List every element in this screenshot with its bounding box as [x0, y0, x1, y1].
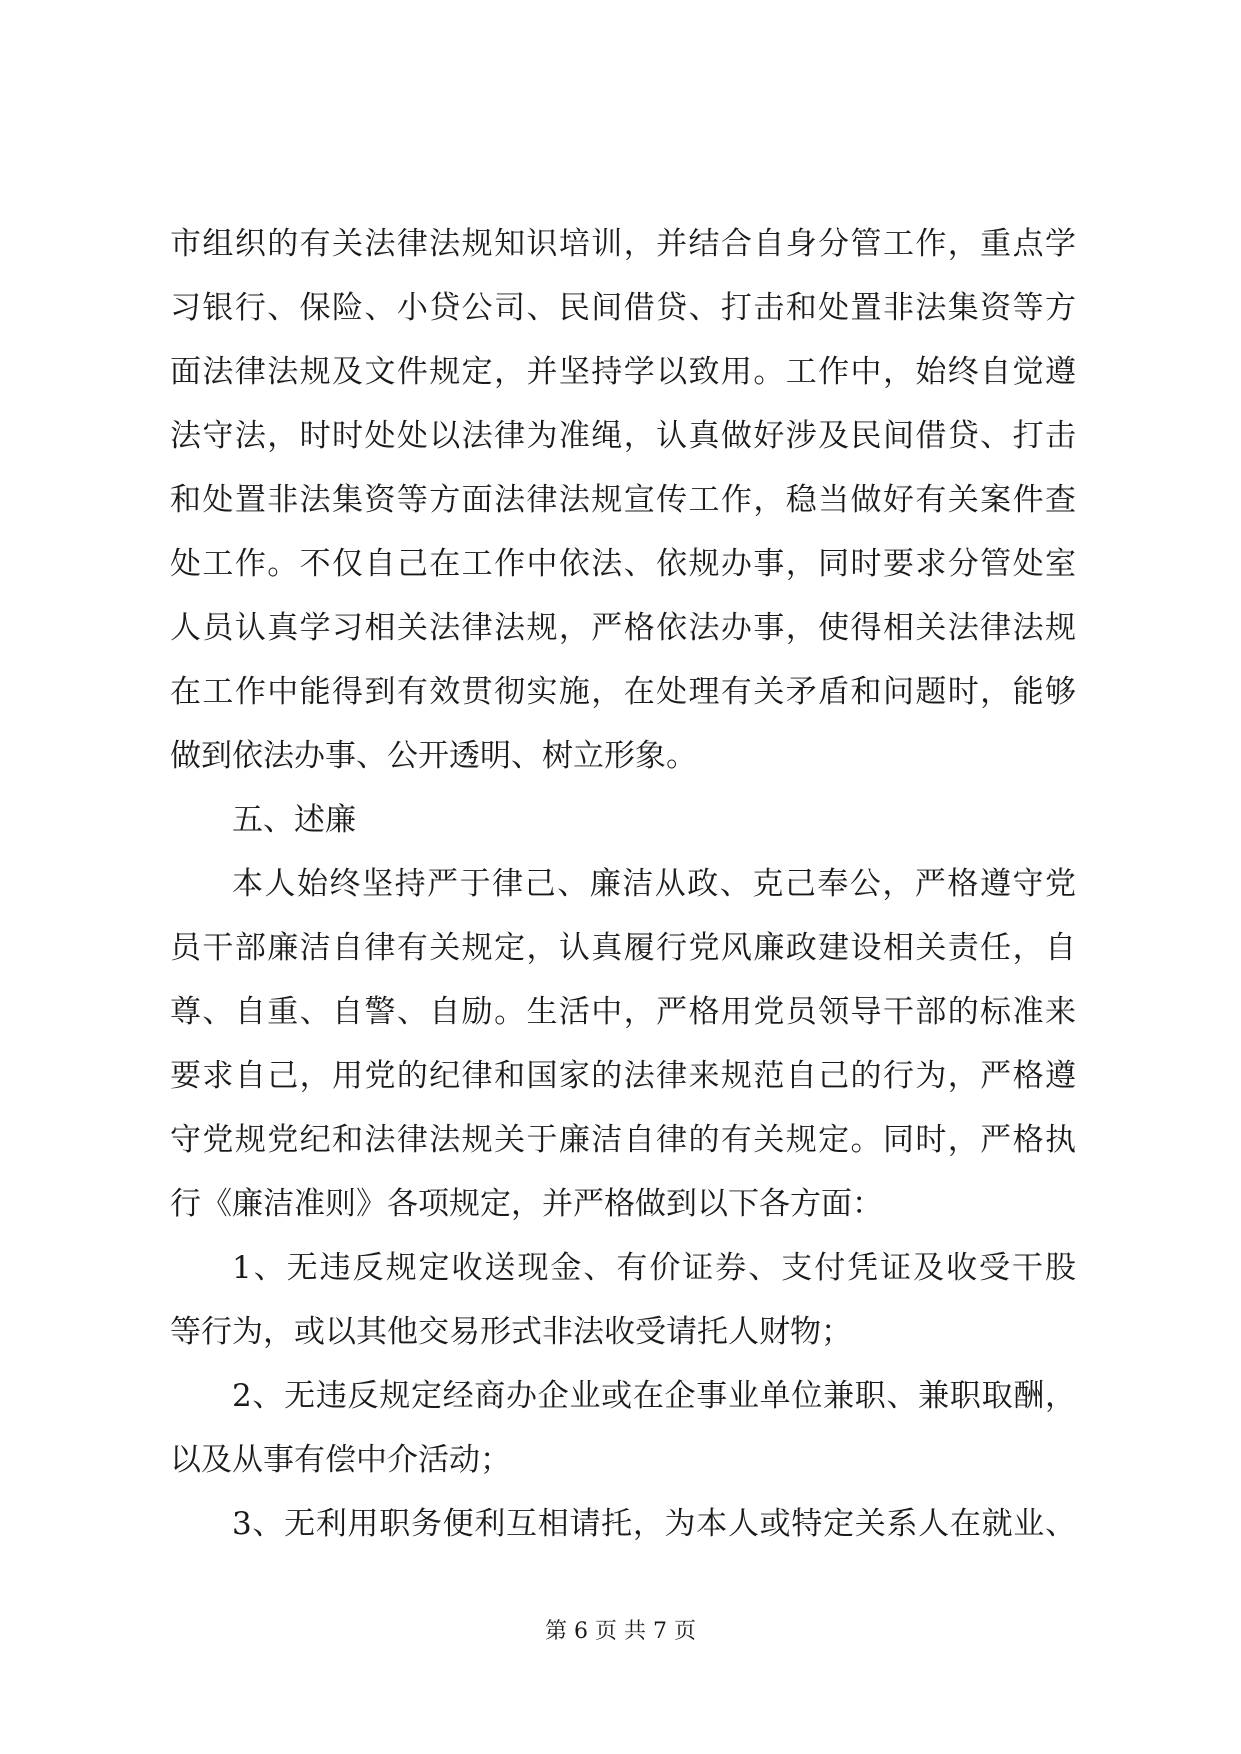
- text-line: 习银行、保险、小贷公司、民间借贷、打击和处置非法集资等方: [170, 290, 1076, 326]
- text-line: 本人始终坚持严于律己、廉洁从政、克己奉公，严格遵守党: [232, 866, 1076, 902]
- list-item-line: 等行为，或以其他交易形式非法收受请托人财物；: [170, 1314, 852, 1350]
- text-line: 员干部廉洁自律有关规定，认真履行党风廉政建设相关责任，自: [170, 930, 1076, 966]
- text-line: 做到依法办事、公开透明、树立形象。: [170, 738, 697, 774]
- text-line: 行《廉洁准则》各项规定，并严格做到以下各方面：: [170, 1186, 883, 1222]
- text-line: 面法律法规及文件规定，并坚持学以致用。工作中，始终自觉遵: [170, 354, 1076, 390]
- text-line: 尊、自重、自警、自励。生活中，严格用党员领导干部的标准来: [170, 994, 1076, 1030]
- text-line: 处工作。不仅自己在工作中依法、依规办事，同时要求分管处室: [170, 546, 1076, 582]
- list-item-line: 1、无违反规定收送现金、有价证券、支付凭证及收受干股: [232, 1250, 1076, 1286]
- text-line: 守党规党纪和法律法规关于廉洁自律的有关规定。同时，严格执: [170, 1122, 1076, 1158]
- text-line: 人员认真学习相关法律法规，严格依法办事，使得相关法律法规: [170, 610, 1076, 646]
- section-heading: 五、述廉: [232, 802, 356, 838]
- text-line: 在工作中能得到有效贯彻实施，在处理有关矛盾和问题时，能够: [170, 674, 1076, 710]
- list-item-line: 以及从事有偿中介活动；: [170, 1442, 511, 1478]
- page-footer: 第 6 页 共 7 页: [545, 1619, 696, 1644]
- text-line: 市组织的有关法律法规知识培训，并结合自身分管工作，重点学: [170, 226, 1076, 262]
- text-line: 和处置非法集资等方面法律法规宣传工作，稳当做好有关案件查: [170, 482, 1076, 518]
- list-item-line: 2、无违反规定经商办企业或在企事业单位兼职、兼职取酬，: [232, 1378, 1076, 1414]
- list-item-line: 3、无利用职务便利互相请托，为本人或特定关系人在就业、: [232, 1506, 1076, 1542]
- text-line: 法守法，时时处处以法律为准绳，认真做好涉及民间借贷、打击: [170, 418, 1076, 454]
- text-line: 要求自己，用党的纪律和国家的法律来规范自己的行为，严格遵: [170, 1058, 1076, 1094]
- document-body: [170, 226, 1076, 1570]
